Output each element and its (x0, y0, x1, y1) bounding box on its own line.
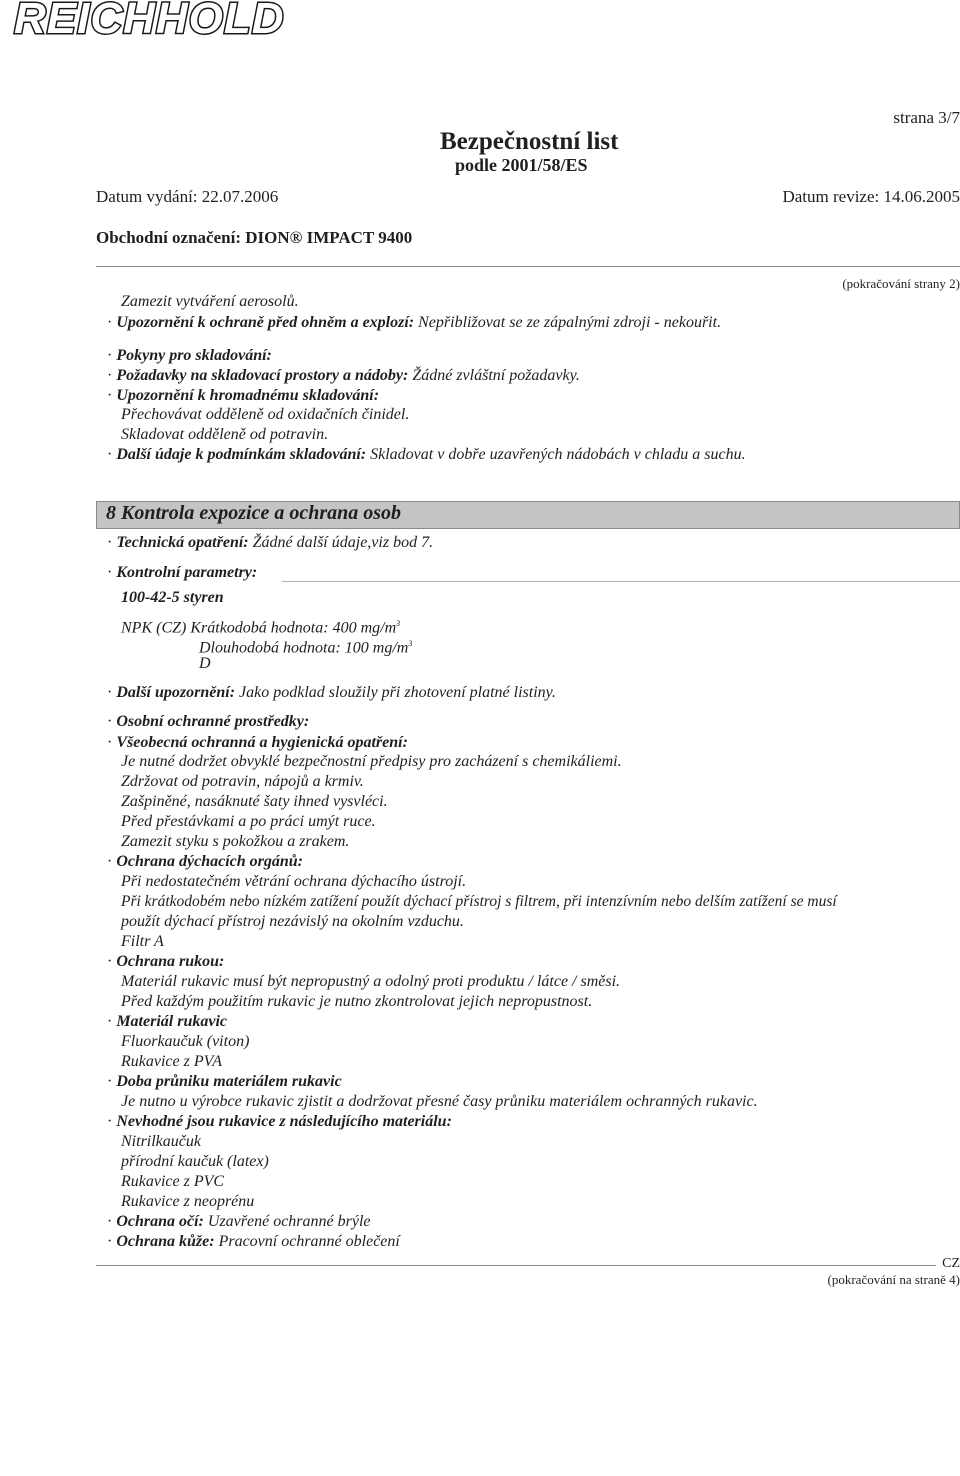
skin-protection-line: · Ochrana kůže: Pracovní ochranné oblečení (107, 1233, 400, 1250)
general-measures-heading: · Všeobecná ochranná a hygienická opatření: (107, 734, 408, 751)
logo-text: REICHHOLD (14, 0, 285, 40)
hand-line-2: Před každým použitím rukavic je nutno zkontrolovat jejich nepropustnost. (121, 993, 593, 1010)
ppe-heading: · Osobní ochranné prostředky: (107, 713, 310, 730)
page-number: strana 3/7 (893, 108, 960, 127)
general-line-2: Zdržovat od potravin, nápojů a krmiv. (121, 773, 364, 790)
respiratory-line-3: použít dýchací přístroj nezávislý na okolním vzduchu. (121, 913, 464, 930)
breakthrough-line-1: Je nutno u výrobce rukavic zjistit a dodržovat přesné časy průniku materiálem ochranných rukavic. (121, 1093, 758, 1110)
issue-date: Datum vydání: 22.07.2006 (96, 187, 279, 206)
general-line-5: Zamezit styku s pokožkou a zrakem. (121, 833, 350, 850)
general-line-3: Zašpiněné, nasáknuté šaty ihned vysvléci. (121, 793, 388, 810)
eye-protection-line: · Ochrana očí: Uzavřené ochranné brýle (107, 1213, 371, 1230)
unsuitable-2: přírodní kaučuk (latex) (121, 1153, 269, 1170)
document-subtitle: podle 2001/58/ES (455, 155, 588, 175)
substance-name: 100-42-5 styren (121, 589, 224, 606)
fire-protection-line: · Upozornění k ochraně před ohněm a explozí: Nepřibližovat se ze zápalnými zdroji - nekouřit. (107, 314, 722, 331)
unsuitable-4: Rukavice z neoprénu (121, 1193, 255, 1210)
respiratory-line-4: Filtr A (121, 933, 164, 950)
respiratory-heading: · Ochrana dýchacích orgánů: (107, 853, 304, 870)
control-parameters-heading: · Kontrolní parametry: (107, 564, 258, 581)
technical-measures-line: · Technická opatření: Žádné další údaje,viz bod 7. (107, 534, 434, 551)
storage-conditions-line: · Další údaje k podmínkám skladování: Skladovat v dobře uzavřených nádobách v chladu a suchu. (107, 446, 746, 463)
glove-material-2: Rukavice z PVA (121, 1053, 222, 1070)
breakthrough-heading: · Doba průniku materiálem rukavic (107, 1073, 342, 1090)
further-notes-line: · Další upozornění: Jako podklad sloužily při zhotovení platné listiny. (107, 684, 556, 701)
unsuitable-3: Rukavice z PVC (121, 1173, 225, 1190)
storage-line-6: Přechovávat odděleně od oxidačních činidel. (121, 406, 410, 423)
section-8-title: 8 Kontrola expozice a ochrana osob (106, 502, 402, 524)
bulk-storage-heading: · Upozornění k hromadnému skladování: (107, 387, 380, 404)
general-line-4: Před přestávkami a po práci umýt ruce. (121, 813, 376, 830)
product-name: Obchodní označení: DION® IMPACT 9400 (96, 228, 413, 247)
npk-long-term: Dlouhodobá hodnota: 100 $mg/m^3$ (199, 639, 413, 657)
unsuitable-1: Nitrilkaučuk (121, 1133, 201, 1150)
unsuitable-gloves-heading: · Nevhodné jsou rukavice z následujícího materiálu: (107, 1113, 452, 1130)
document-title: Bezpečnostní list (440, 128, 619, 155)
npk-short-term: NPK (CZ) Krátkodobá hodnota: 400 $mg/m^3$ (121, 619, 401, 637)
company-logo (6, 0, 306, 40)
footer-divider (96, 1265, 936, 1266)
general-line-1: Je nutné dodržet obvyklé bezpečnostní předpisy pro zacházení s chemikáliemi. (121, 753, 622, 770)
npk-note: D (199, 655, 211, 672)
control-parameters-rule (282, 581, 960, 582)
storage-instructions-heading: · Pokyny pro skladování: (107, 347, 272, 364)
storage-line-7: Skladovat odděleně od potravin. (121, 426, 329, 443)
continued-from: (pokračování strany 2) (842, 276, 960, 291)
country-code: CZ (942, 1256, 960, 1271)
continued-to: (pokračování na straně 4) (827, 1272, 960, 1287)
storage-requirements-line: · Požadavky na skladovací prostory a nádoby: Žádné zvláštní požadavky. (107, 367, 580, 384)
hand-protection-heading: · Ochrana rukou: (107, 953, 225, 970)
glove-material-1: Fluorkaučuk (viton) (121, 1033, 250, 1050)
revision-date: Datum revize: 14.06.2005 (782, 187, 960, 206)
storage-line-1: Zamezit vytváření aerosolů. (121, 293, 299, 310)
respiratory-line-2: Při krátkodobém nebo nízkém zatížení použít dýchací přístroj s filtrem, při intenzívním nebo delším zatížení se musí (121, 893, 837, 910)
hand-line-1: Materiál rukavic musí být nepropustný a odolný proti produktu / látce / směsi. (121, 973, 621, 990)
respiratory-line-1: Při nedostatečném větrání ochrana dýchacího ústrojí. (121, 873, 467, 890)
glove-material-heading: · Materiál rukavic (107, 1013, 227, 1030)
header-divider (96, 266, 960, 267)
